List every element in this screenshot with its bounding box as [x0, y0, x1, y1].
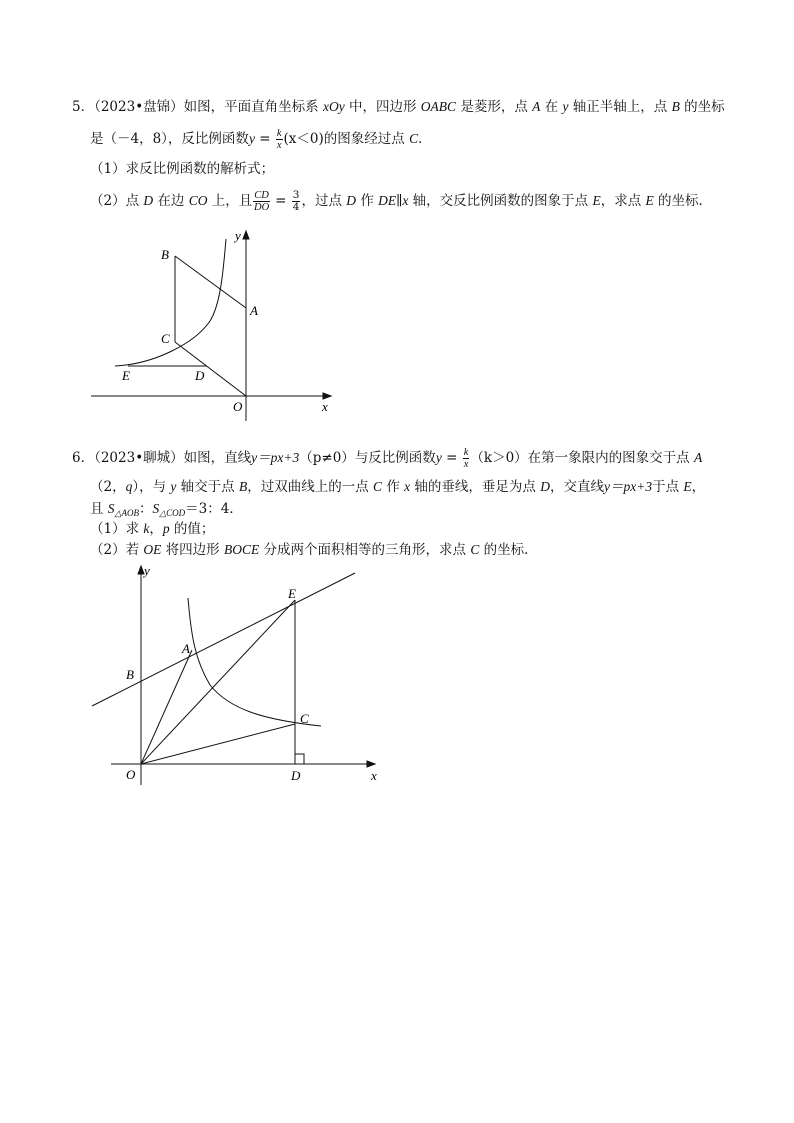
label-C: C	[161, 331, 170, 346]
p6-question1: （1）求 k，p 的值；	[90, 521, 215, 537]
problem-number: 5．	[72, 99, 95, 115]
label-A: A	[250, 303, 258, 318]
label-B: B	[161, 247, 169, 262]
p5-question1: （1）求反比例函数的解析式；	[90, 161, 275, 177]
segment-OE	[141, 600, 295, 764]
label-D: D	[291, 768, 301, 783]
line-y-px-plus-3	[92, 573, 355, 706]
right-angle-mark	[295, 754, 304, 764]
p5-figure	[85, 225, 345, 425]
segment-OA	[141, 650, 192, 764]
p6-line1: 6．（2023•聊城）如图，直线y＝px+3（p≠0）与反比例函数y = $\frac{k}{x}$ （k＞0）在第一象限内的图象交于点 A	[72, 447, 703, 470]
p6-line2: （2，q），与 y 轴交于点 B，过双曲线上的一点 C 作 x 轴的垂线，垂足为点 D，交直线y＝px+3于点 E，	[90, 479, 706, 495]
problem-number: 6．	[72, 450, 95, 466]
segment-CO	[175, 342, 246, 396]
label-y: y	[144, 563, 150, 578]
label-C: C	[300, 711, 309, 726]
y-axis-arrow	[243, 231, 249, 239]
label-E: E	[122, 368, 130, 383]
label-O: O	[126, 767, 136, 782]
hyperbola-curve	[115, 239, 226, 366]
fraction-3-over-4: $\frac{3}{4}$	[292, 189, 300, 213]
p5-line2: 是（－4，8），反比例函数y = $\frac{k}{x}$ (x＜0)的图象经过点 C．	[90, 128, 432, 151]
p5-line1: 5．（2023•盘锦）如图，平面直角坐标系 xOy 中，四边形 OABC 是菱形，点 A 在 y 轴正半轴上，点 B 的坐标	[72, 99, 725, 115]
x-axis-arrow	[367, 761, 375, 767]
label-B: B	[126, 667, 134, 682]
p5-question2: （2）点 D 在边 CO 上，且 $\frac{CD}{DO}$ = $\frac{3}{4}$ ，过点 D 作 DE∥x 轴，交反比例函数的图象于点 E，求点 E 的坐标．	[90, 189, 713, 213]
label-x: x	[371, 768, 377, 783]
segment-BA	[175, 256, 246, 308]
p6-figure	[85, 560, 395, 790]
fraction-cd-over-do: $\frac{CD}{DO}$	[254, 190, 270, 213]
fraction-k-over-x: $\frac{k}{x}$	[276, 128, 282, 151]
label-E: E	[288, 586, 296, 601]
label-D: D	[195, 368, 205, 383]
label-A: A	[182, 641, 190, 656]
hyperbola-curve	[188, 598, 321, 726]
problem-source: （2023•盘锦）	[94, 99, 184, 115]
segment-OC	[141, 724, 295, 764]
fraction-k-over-x: $\frac{k}{x}$	[463, 447, 469, 470]
label-y: y	[235, 228, 241, 243]
problem-source: （2023•聊城）	[94, 450, 184, 466]
label-O: O	[233, 399, 243, 414]
label-x: x	[322, 399, 328, 414]
p6-line3: 且 $S_{\triangle AOB}$：$S_{\triangle COD}=3$：4．	[90, 501, 243, 518]
p6-question2: （2）若 OE 将四边形 BOCE 分成两个面积相等的三角形，求点 C 的坐标．	[90, 542, 538, 558]
